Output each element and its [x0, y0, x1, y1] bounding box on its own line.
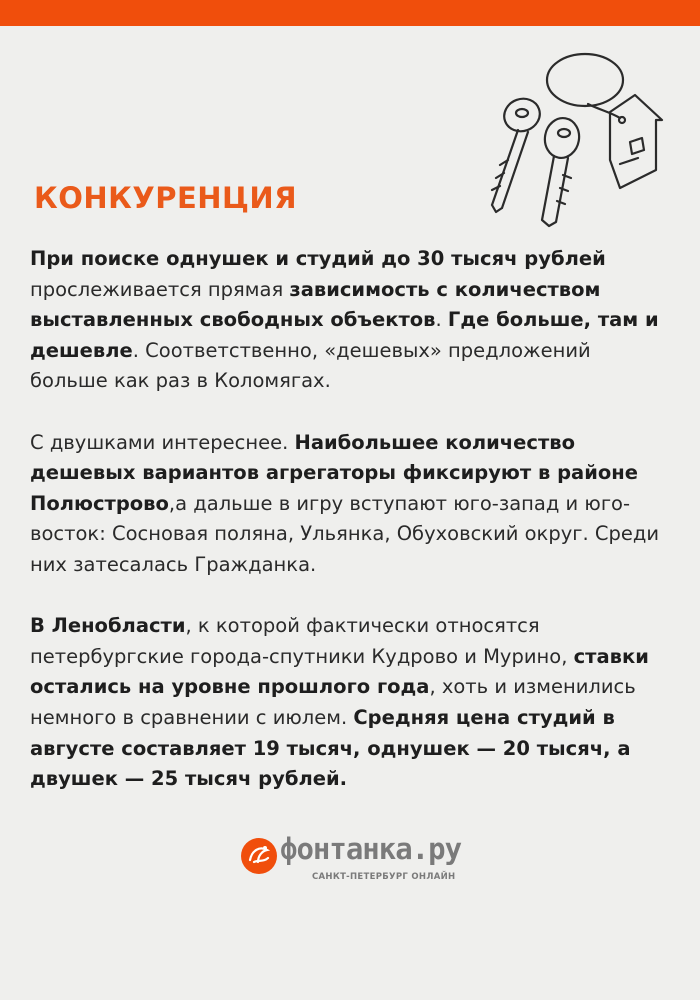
page-title: КОНКУРЕНЦИЯ [34, 181, 298, 215]
text-segment: . Соответственно, «дешевых» предложений больше как раз в Коломягах. [30, 338, 591, 393]
paragraph [30, 611, 670, 795]
paragraph [30, 428, 670, 581]
fontanka-logo-icon [240, 834, 278, 876]
top-accent-bar [0, 0, 700, 26]
text-segment: . [435, 308, 448, 332]
body-text [30, 244, 670, 825]
bold-text-segment: Наибольшее количество дешевых вариантов агрегаторы фиксируют в районе Полюстрово [30, 430, 638, 515]
paragraph [30, 244, 670, 397]
text-segment: , хоть и изменились немного в сравнении с июлем. [30, 675, 636, 729]
bold-text-segment: При поиске однушек и студий до 30 тысяч рублей [30, 247, 606, 270]
text-segment: прослеживается прямая [30, 277, 290, 301]
logo-tagline: САНКТ-ПЕТЕРБУРГ ОНЛАЙН [312, 872, 456, 882]
text-segment: ,а дальше в игру вступают юго-запад и юго-восток: Сосновая поляна, Ульянка, Обуховский округ. Среди них затесалась Гражданка. [30, 491, 660, 576]
bold-text-segment: ставки остались на уровне прошлого года [30, 644, 649, 699]
bold-text-segment: зависимость с количеством выставленных свободных объектов [30, 277, 601, 332]
bold-text-segment: Средняя цена студий в августе составляет 19 тысяч, однушек — 20 тысяч, а двушек — 25 тысяч рублей. [30, 705, 631, 791]
bold-text-segment: Где больше, там и дешевле [30, 308, 659, 362]
logo-name: фонтанка.ру [280, 832, 462, 866]
keys-icon [470, 40, 690, 230]
text-segment: С двушками интереснее. [30, 430, 295, 454]
text-segment: , к которой фактически относятся петербургские города-спутники Кудрово и Мурино, [30, 614, 574, 668]
fontanka-logo [240, 832, 470, 892]
bold-text-segment: В Ленобласти [30, 614, 186, 638]
